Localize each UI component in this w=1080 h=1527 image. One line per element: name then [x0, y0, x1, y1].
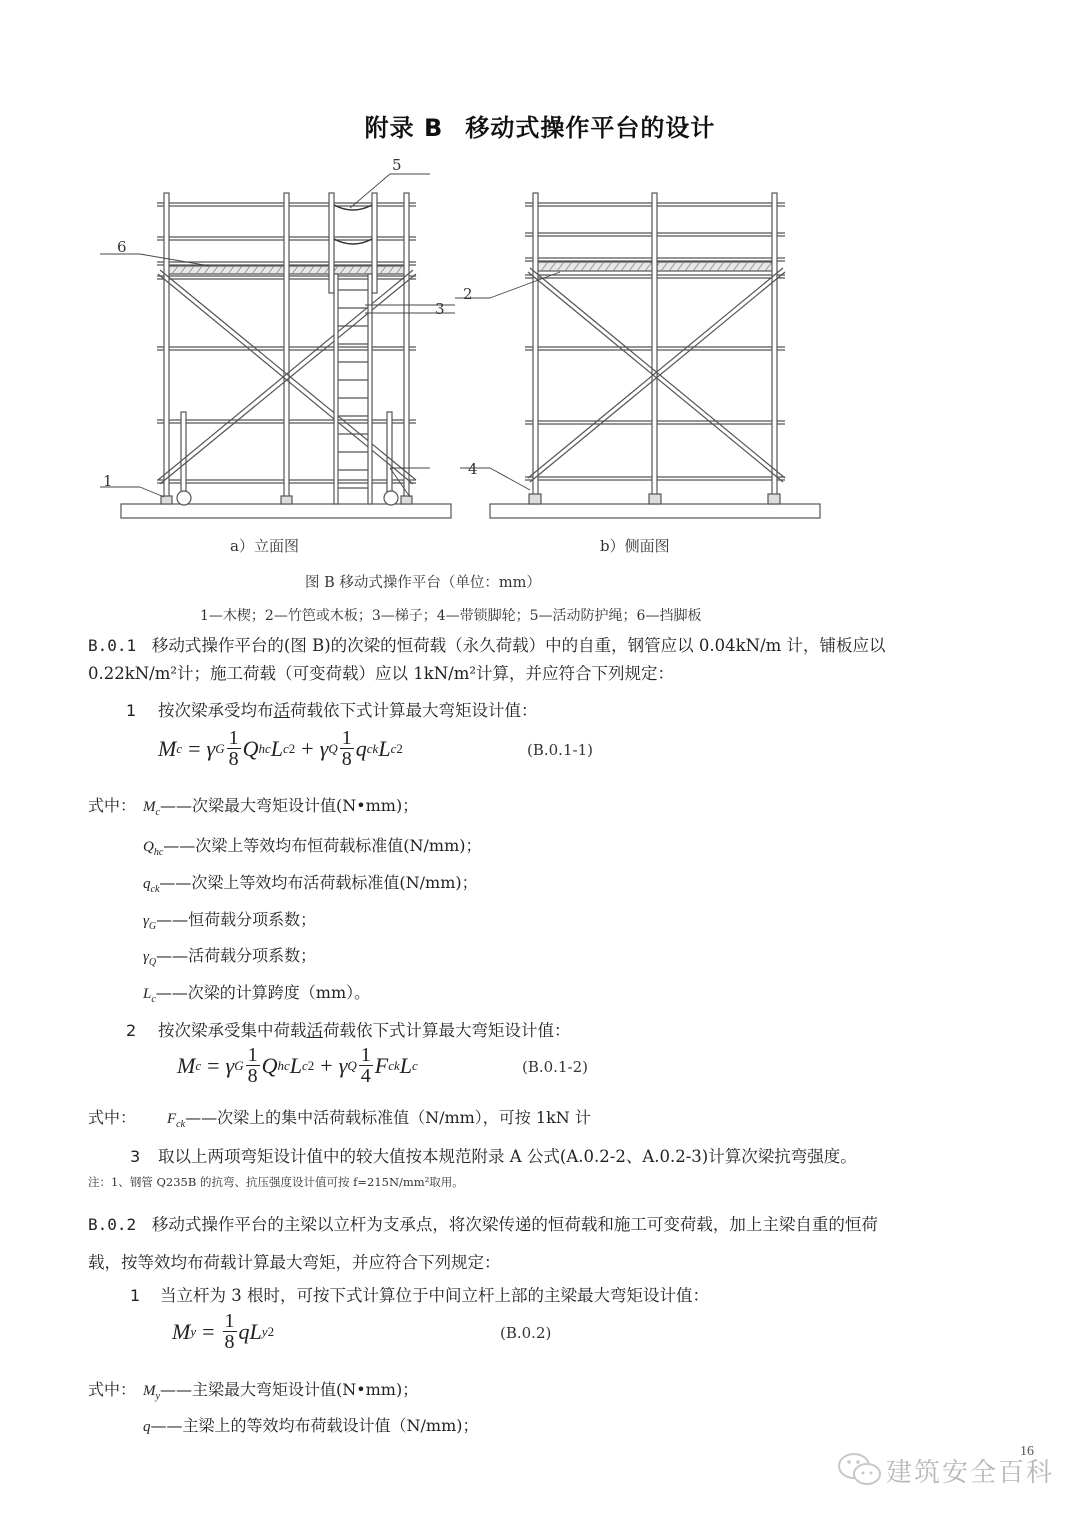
f-plus: +	[320, 1052, 333, 1078]
callout-2: 2	[463, 285, 473, 303]
f-gamma: γ	[319, 735, 329, 761]
f-sub: c	[412, 1057, 418, 1073]
f-eq: =	[202, 1318, 215, 1344]
def-sub: G	[148, 921, 157, 932]
item2-post: 荷载依下式计算最大弯矩设计值：	[323, 1021, 571, 1040]
def-sym: γ	[143, 949, 149, 965]
definition-item	[143, 1377, 418, 1402]
f-sym: Q	[242, 735, 259, 761]
elevation-view	[100, 174, 455, 518]
f-sym: F	[374, 1052, 389, 1078]
def-sym: M	[143, 1383, 156, 1399]
def-sym: q	[143, 1419, 151, 1435]
b02-line2: 载，按等效均布荷载计算最大弯矩，并应符合下列规定：	[88, 1253, 501, 1272]
where-label-3: 式中：	[88, 1380, 137, 1399]
b02-item1-text: 当立杆为 3 根时，可按下式计算位于中间立杆上部的主梁最大弯矩设计值：	[160, 1286, 709, 1305]
def-text: ——次梁的计算跨度（mm）。	[155, 983, 371, 1002]
f-den: 8	[224, 1331, 235, 1353]
b01-line2: 0.22kN/m²计；施工荷载（可变荷载）应以 1kN/m²计算，并应符合下列规定：	[88, 664, 674, 683]
wedge-block	[161, 496, 172, 504]
f-sub: c	[283, 740, 289, 756]
f-sub: hc	[277, 1057, 290, 1073]
f-den: 4	[360, 1065, 371, 1087]
title-prefix: 附录 B	[364, 114, 444, 142]
f-num: 1	[247, 1044, 258, 1066]
f-sub: y	[261, 1323, 268, 1339]
f-sub: G	[215, 740, 225, 756]
ladder	[334, 274, 372, 504]
formula-b012	[177, 1045, 418, 1086]
callout-1: 1	[103, 472, 113, 490]
f-sym: L	[378, 735, 391, 761]
section-id-b02: B.0.2	[88, 1215, 137, 1234]
where-label-2: 式中：	[88, 1108, 137, 1127]
figure-caption: 图 B 移动式操作平台（单位：mm）	[305, 575, 541, 591]
def-text: ——次梁上等效均布恒荷载标准值(N/mm)；	[163, 836, 482, 855]
fraction	[246, 1045, 260, 1086]
def-sym: L	[143, 986, 152, 1002]
figure-legend: 1—木楔；2—竹笆或木板；3—梯子；4—带锁脚轮；5—活动防护绳；6—挡脚板	[200, 608, 702, 624]
f-sup: 2	[396, 740, 403, 756]
formula-b011	[158, 728, 403, 769]
b02-paragraph	[88, 1206, 878, 1282]
fraction	[227, 728, 241, 769]
def-text: ——恒荷载分项系数；	[156, 910, 317, 929]
page-number: 16	[1020, 1444, 1034, 1459]
b02-item1	[130, 1282, 709, 1306]
def-sub: hc	[153, 847, 164, 858]
section-id-b01: B.0.1	[88, 636, 137, 655]
item-number: 2	[126, 1021, 137, 1040]
f-sym: M	[158, 735, 177, 761]
guard-rope	[334, 205, 372, 244]
item2-underlined: 活	[306, 1021, 323, 1040]
definition-item	[167, 1105, 591, 1130]
def-sym: Q	[143, 839, 154, 855]
b01-item1	[126, 697, 538, 721]
f-sub: G	[234, 1057, 244, 1073]
f-sub: c	[390, 740, 397, 756]
def-text: ——次梁最大弯矩设计值(N•mm)；	[159, 796, 419, 815]
item1-underlined: 活	[273, 701, 290, 720]
item-number: 3	[130, 1147, 141, 1166]
f-sym: L	[289, 1052, 303, 1078]
item3-text: 取以上两项弯矩设计值中的较大值按本规范附录 A 公式(A.0.2-2、A.0.2-3)计算次梁抗弯强度。	[158, 1147, 857, 1166]
note: 注：1、钢管 Q235B 的抗弯、抗压强度设计值可按 f=215N/mm²取用。	[88, 1175, 464, 1189]
f-sub: c	[195, 1057, 202, 1073]
equation-number: (B.0.1-2)	[522, 1058, 588, 1076]
def-text: ——次梁上的集中活荷载标准值（N/mm），可按 1kN 计	[185, 1108, 591, 1127]
f-sub: c	[176, 740, 183, 756]
f-sym: q	[238, 1318, 250, 1344]
callout-5: 5	[392, 156, 402, 174]
ground-slab-a	[121, 504, 451, 518]
def-sym: F	[167, 1111, 177, 1127]
definition-item	[143, 980, 370, 1005]
f-sub: ck	[366, 740, 379, 756]
def-text: ——主梁上的等效均布荷载设计值（N/mm)；	[150, 1416, 479, 1435]
f-sym: L	[249, 1318, 262, 1344]
f-sub: Q	[347, 1057, 357, 1073]
fraction	[359, 1045, 373, 1086]
f-sub: c	[302, 1057, 308, 1073]
f-sym: M	[177, 1052, 196, 1078]
page-title	[0, 108, 1080, 143]
f-sup: 2	[288, 740, 296, 756]
def-sym: q	[143, 876, 151, 892]
f-sym: L	[399, 1052, 413, 1078]
f-sub: hc	[258, 740, 271, 756]
f-sym: M	[172, 1318, 191, 1344]
platform-figure	[100, 150, 860, 530]
def-sym: M	[143, 799, 156, 815]
def-sub: y	[155, 1391, 160, 1402]
def-sub: c	[151, 994, 156, 1005]
b01-item3	[130, 1143, 857, 1167]
f-gamma: γ	[206, 735, 216, 761]
def-sub: c	[155, 807, 160, 818]
definition-item	[143, 907, 316, 932]
f-eq: =	[188, 735, 201, 761]
callout-3: 3	[435, 300, 445, 318]
b02-line1: 移动式操作平台的主梁以立杆为支承点，将次梁传递的恒荷载和施工可变荷载，加上主梁自重的恒荷	[151, 1215, 878, 1234]
definition-item	[143, 793, 418, 818]
f-plus: +	[301, 735, 314, 761]
wechat-icon	[836, 1450, 884, 1490]
title-text: 移动式操作平台的设计	[465, 114, 716, 142]
f-num: 1	[341, 727, 352, 749]
definition-item	[143, 943, 316, 968]
castor-wheel	[177, 491, 191, 505]
def-text: ——主梁最大弯矩设计值(N•mm)；	[159, 1380, 419, 1399]
watermark-text: 建筑安全百科	[886, 1458, 1055, 1488]
def-sub: ck	[176, 1119, 186, 1130]
definition-item	[143, 1413, 478, 1436]
item1-pre: 按次梁承受均布	[158, 701, 274, 720]
f-gamma: γ	[338, 1052, 348, 1078]
f-sup: 2	[267, 1323, 275, 1339]
f-eq: =	[207, 1052, 220, 1078]
f-den: 8	[247, 1065, 258, 1087]
f-sym: Q	[261, 1052, 278, 1078]
f-sub: Q	[328, 740, 338, 756]
subcaption-b: b）侧面图	[600, 537, 670, 555]
b01-paragraph	[88, 632, 886, 688]
f-num: 1	[224, 1310, 235, 1332]
b01-line1: 移动式操作平台的(图 B)的次梁的恒荷载（永久荷载）中的自重，钢管应以 0.04kN/m 计，铺板应以	[151, 636, 886, 655]
f-sub: ck	[388, 1057, 400, 1073]
f-num: 1	[360, 1044, 371, 1066]
def-text: ——次梁上等效均布活荷载标准值(N/mm)；	[159, 873, 478, 892]
b01-item2	[126, 1017, 571, 1041]
f-sup: 2	[307, 1057, 315, 1073]
callout-6: 6	[117, 238, 127, 256]
subcaption-a: a）立面图	[230, 537, 299, 555]
uprights-b	[533, 193, 777, 503]
definition-item	[143, 870, 478, 895]
def-sub: ck	[150, 884, 160, 895]
item-number: 1	[126, 701, 137, 720]
item2-pre: 按次梁承受集中荷载	[158, 1021, 307, 1040]
f-num: 1	[228, 727, 239, 749]
formula-b02	[172, 1311, 274, 1352]
f-den: 8	[341, 748, 352, 770]
callout-4: 4	[468, 460, 478, 478]
f-sub: y	[190, 1323, 197, 1339]
ground-slab-b	[490, 504, 820, 518]
where-label-1: 式中：	[88, 796, 137, 815]
definition-item	[143, 833, 482, 858]
f-sym: L	[270, 735, 284, 761]
fraction	[223, 1311, 237, 1352]
equation-number: (B.0.1-1)	[527, 741, 593, 759]
f-sym: q	[355, 735, 367, 761]
equation-number: (B.0.2)	[500, 1324, 552, 1342]
def-sub: Q	[148, 957, 157, 968]
item-number: 1	[130, 1286, 141, 1305]
item1-post: 荷载依下式计算最大弯矩设计值：	[290, 701, 538, 720]
f-den: 8	[228, 748, 239, 770]
def-sym: γ	[143, 913, 149, 929]
f-gamma: γ	[225, 1052, 235, 1078]
def-text: ——活荷载分项系数；	[156, 946, 317, 965]
side-view	[365, 193, 820, 518]
fraction	[340, 728, 354, 769]
